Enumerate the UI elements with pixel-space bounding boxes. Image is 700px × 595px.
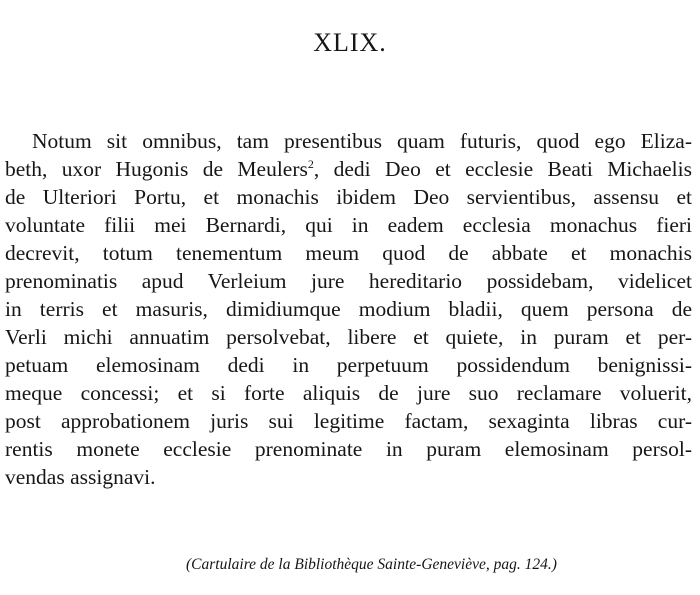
text-line: in terris et masuris, dimidiumque modium bladii, quem persona de bbox=[5, 297, 692, 321]
charter-text bbox=[5, 127, 692, 491]
text-line: decrevit, totum tenementum meum quod de abbate et monachis bbox=[5, 241, 692, 265]
text-line: vendas assignavi. bbox=[5, 465, 156, 489]
text-line: rentis monete ecclesie prenominate in puram elemosinam persol- bbox=[5, 437, 692, 461]
text-line: voluntate filii mei Bernardi, qui in eadem ecclesia monachus fieri bbox=[5, 213, 692, 237]
text-segment: beth, uxor Hugonis de Meulers bbox=[5, 157, 308, 181]
text-line: Notum sit omnibus, tam presentibus quam futuris, quod ego Eliza- bbox=[32, 129, 692, 153]
text-line: Verli michi annuatim persolvebat, libere et quiete, in puram et per- bbox=[5, 325, 692, 349]
text-line bbox=[5, 155, 692, 183]
text-line: petuam elemosinam dedi in perpetuum possidendum benignissi- bbox=[5, 353, 692, 377]
source-citation: (Cartulaire de la Bibliothèque Sainte-Geneviève, pag. 124.) bbox=[186, 556, 557, 573]
text-segment: , dedi Deo et ecclesie Beati Michaelis bbox=[313, 157, 692, 181]
text-line: prenominatis apud Verleium jure hereditario possidebam, videlicet bbox=[5, 269, 692, 293]
charter-number-heading: XLIX. bbox=[313, 28, 387, 57]
footnote-marker: 2 bbox=[307, 157, 314, 171]
text-line: post approbationem juris sui legitime factam, sexaginta libras cur- bbox=[5, 409, 692, 433]
text-line: de Ulteriori Portu, et monachis ibidem Deo servientibus, assensu et bbox=[5, 185, 692, 209]
text-line: meque concessi; et si forte aliquis de jure suo reclamare voluerit, bbox=[5, 381, 692, 405]
